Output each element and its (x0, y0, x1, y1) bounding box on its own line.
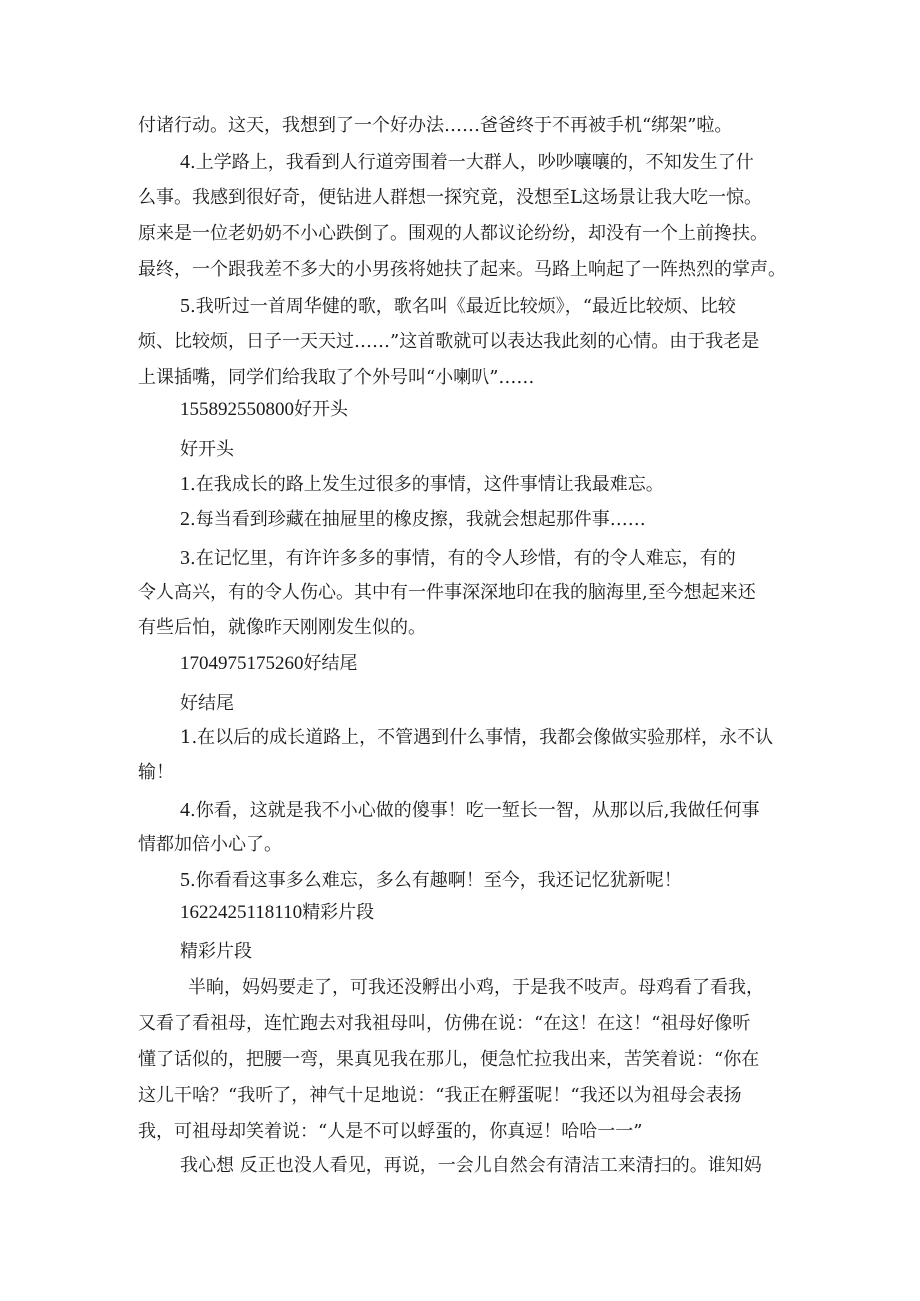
paragraph-line: 我心想 反正也没人看见，再说，一会儿自然会有清洁工来清扫的。谁知妈 (180, 1155, 762, 1176)
paragraph-line: 最终，一个跟我差不多大的小男孩将她扶了起来。马路上响起了一阵热烈的掌声。 (138, 259, 786, 280)
paragraph-line: 有些后怕，就像昨天刚刚发生似的。 (138, 617, 426, 638)
list-item (180, 466, 664, 503)
item-number: 1 (180, 473, 190, 495)
section-title: 精彩片段 (302, 902, 375, 923)
section-title: 好结尾 (303, 653, 358, 674)
section-code-line (180, 392, 348, 428)
paragraph-line (180, 144, 754, 181)
item-text: .上学路上，我看到人行道旁围着一大群人，吵吵嚷嚷的，不知发生了什 (190, 152, 754, 173)
paragraph-line: 付诸行动。这天，我想到了一个好办法……爸爸终于不再被手机“绑架”啦。 (138, 115, 733, 136)
item-number: 4 (180, 151, 190, 173)
list-item (180, 540, 736, 577)
item-number: 5 (180, 869, 190, 891)
list-item (180, 792, 759, 829)
section-code: 1704975175260 (180, 653, 304, 674)
section-heading: 好结尾 (180, 693, 234, 714)
item-number: 5 (180, 295, 190, 317)
paragraph-line: 半晌，妈妈要走了，可我还没孵出小鸡，于是我不吱声。母鸡看了看我， (188, 977, 764, 998)
paragraph-line: 令人高兴，有的令人伤心。其中有一件事深深地印在我的脑海里,至今想起来还 (138, 582, 756, 603)
paragraph-line: 上课插嘴，同学们给我取了个外号叫“小喇叭”…… (138, 367, 535, 388)
item-text: .你看，这就是我不小心做的傻事！吃一堑长一智，从那以后,我做任何事 (190, 800, 760, 821)
section-code-line (180, 646, 358, 682)
item-number: 3 (180, 547, 190, 569)
paragraph-line: 懂了话似的，把腰一弯，果真见我在那儿，便急忙拉我出来，苦笑着说：“你在 (138, 1049, 760, 1070)
section-code-line (180, 895, 374, 931)
item-text: .在记忆里，有许许多多的事情，有的令人珍惜，有的令人难忘，有的 (190, 548, 736, 569)
section-heading: 好开头 (180, 439, 234, 460)
item-number: 4 (180, 799, 190, 821)
paragraph-line: 这儿干啥？“我听了，神气十足地说：“我正在孵蛋呢！“我还以为祖母会表扬 (138, 1085, 742, 1106)
paragraph-line: 么事。我感到很好奇，便钻进人群想一探究竟，没想至L这场景让我大吃一惊。 (138, 187, 762, 208)
list-item: 1.在以后的成长道路上，不管遇到什么事情，我都会像做实验那样，永不认 (180, 727, 774, 748)
list-item (180, 501, 646, 538)
paragraph-line: 情都加倍小心了。 (138, 834, 282, 855)
item-number: 2 (180, 508, 190, 530)
item-text: .你看看这事多么难忘，多么有趣啊！至今，我还记忆犹新呢！ (190, 870, 682, 891)
paragraph-line: 我，可祖母却笑着说：“人是不可以蜉蛋的，你真逗！哈哈一一” (138, 1121, 643, 1142)
paragraph-line: 烦、比较烦，日子一天天过……”这首歌就可以表达我此刻的心情。由于我老是 (138, 331, 760, 352)
item-text: .每当看到珍藏在抽屉里的橡皮擦，我就会想起那件事…… (190, 509, 646, 530)
list-item (180, 862, 682, 899)
item-text: .在我成长的路上发生过很多的事情，这件事情让我最难忘。 (190, 474, 664, 495)
section-code: 155892550800 (180, 399, 294, 420)
paragraph-line: 输！ (138, 762, 174, 783)
paragraph-line (180, 288, 736, 325)
paragraph-line: 又看了看祖母，连忙跑去对我祖母叫，仿佛在说：“在这！在这！“祖母好像听 (138, 1013, 751, 1034)
item-text: .我听过一首周华健的歌，歌名叫《最近比较烦》，“最近比较烦、比较 (190, 296, 736, 317)
section-code: 1622425118110 (180, 902, 303, 923)
section-title: 好开头 (294, 399, 348, 420)
paragraph-line: 原来是一位老奶奶不小心跌倒了。围观的人都议论纷纷，却没有一个上前搀扶。 (138, 223, 768, 244)
section-heading: 精彩片段 (180, 941, 252, 962)
